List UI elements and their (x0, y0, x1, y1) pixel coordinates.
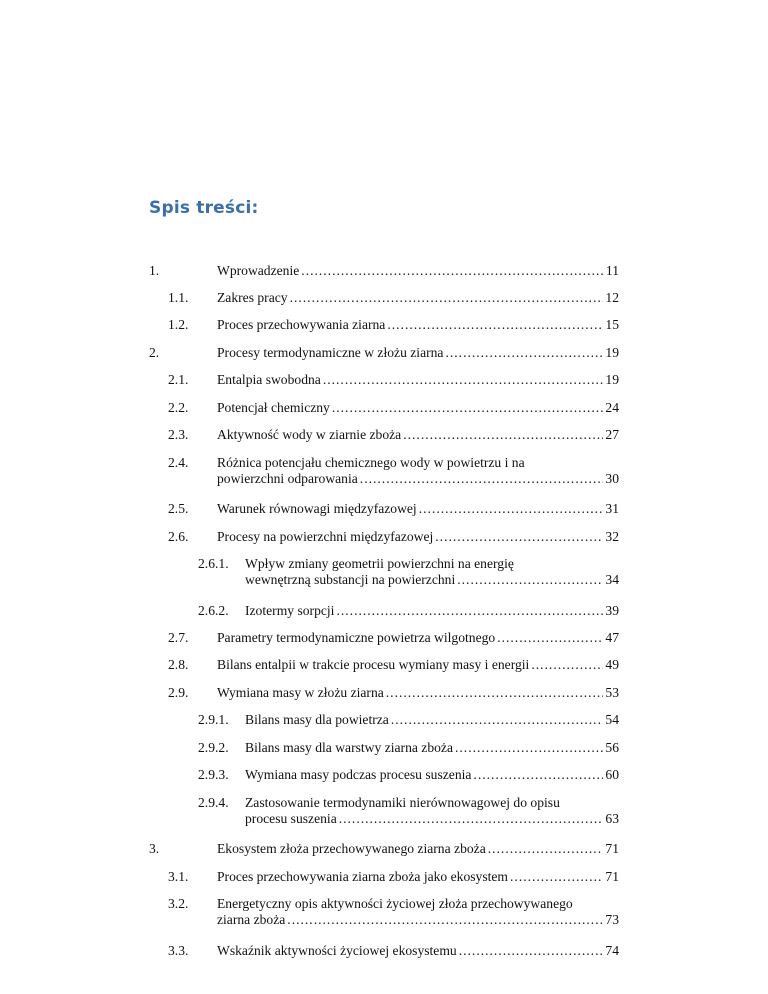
toc-entry-number: 2.9.4. (198, 795, 229, 810)
toc-entry-number: 2.9.2. (198, 740, 229, 755)
toc-entry-title: Proces przechowywania ziarna (217, 317, 386, 332)
toc-entry-title: Potencjał chemiczny (217, 400, 330, 415)
toc-entry-page: 11 (605, 263, 619, 278)
toc-entry-number: 2.4. (168, 455, 189, 470)
toc-dot-leader (459, 943, 604, 959)
toc-dot-leader (497, 630, 603, 646)
toc-entry-page: 31 (605, 501, 619, 516)
toc-entry-number: 2.8. (168, 657, 189, 672)
toc-dot-leader (301, 263, 604, 279)
toc-entry-number: 3.2. (168, 896, 189, 911)
toc-entry-page: 24 (605, 400, 619, 415)
toc-dot-leader (360, 471, 604, 487)
toc-dot-leader (403, 427, 603, 443)
toc-entry-title: powierzchni odparowania (217, 471, 358, 486)
toc-dot-leader (386, 685, 604, 701)
toc-dot-leader (323, 372, 604, 388)
toc-dot-leader (457, 572, 603, 588)
toc-entry-page: 53 (605, 685, 619, 700)
toc-entry-number: 2.6.1. (198, 556, 229, 571)
toc-entry-title: Aktywność wody w ziarnie zboża (217, 427, 402, 442)
toc-entry-title: Ekosystem złoża przechowywanego ziarna zboża (217, 841, 486, 856)
toc-entry-page: 30 (605, 471, 619, 486)
toc-entry-title: Zastosowanie termodynamiki nierównowagowej do opisu (245, 795, 560, 810)
toc-entry-number: 2.3. (168, 427, 189, 442)
toc-entry-title: Procesy na powierzchni międzyfazowej (217, 529, 434, 544)
toc-entry-number: 3.3. (168, 943, 189, 958)
toc-entry-title: Procesy termodynamiczne w złożu ziarna (217, 345, 444, 360)
toc-entry-number: 1.2. (168, 317, 189, 332)
toc-entry-title: procesu suszenia (245, 811, 337, 826)
toc-dot-leader (419, 501, 604, 517)
toc-entry-page: 19 (605, 345, 619, 360)
toc-entry-number: 2.9. (168, 685, 189, 700)
toc-entry-title: Bilans masy dla powietrza (245, 712, 389, 727)
toc-entry-title: Wpływ zmiany geometrii powierzchni na energię (245, 556, 514, 571)
toc-entry-number: 2.7. (168, 630, 189, 645)
toc-entry-number: 2.2. (168, 400, 189, 415)
toc-entry-page: 63 (605, 811, 619, 826)
toc-entry-title: Entalpia swobodna (217, 372, 321, 387)
toc-entry-page: 60 (605, 767, 619, 782)
toc-dot-leader (435, 529, 603, 545)
toc-entry-page: 71 (605, 869, 619, 884)
toc-entry-number: 1.1. (168, 290, 189, 305)
toc-dot-leader (336, 603, 603, 619)
toc-entry-number: 2.6.2. (198, 603, 229, 618)
toc-entry-page: 54 (605, 712, 619, 727)
toc-entry-page: 73 (605, 912, 619, 927)
toc-entry-page: 19 (605, 372, 619, 387)
toc-entry-title: ziarna zboża (217, 912, 286, 927)
toc-entry-title: Różnica potencjału chemicznego wody w powietrzu i na (217, 455, 525, 470)
toc-entry-title: Wskaźnik aktywności życiowej ekosystemu (217, 943, 457, 958)
toc-dot-leader (473, 767, 603, 783)
toc-dot-leader (387, 317, 603, 333)
toc-entry-title: Bilans masy dla warstwy ziarna zboża (245, 740, 453, 755)
toc-dot-leader (332, 400, 604, 416)
toc-title: Spis treści: (149, 198, 259, 218)
toc-dot-leader (339, 811, 604, 827)
toc-entry-title: Bilans entalpii w trakcie procesu wymiany masy i energii (217, 657, 530, 672)
toc-entry-title: Wprowadzenie (217, 263, 300, 278)
toc-entry-title: Parametry termodynamiczne powietrza wilgotnego (217, 630, 496, 645)
toc-entry-title: Proces przechowywania ziarna zboża jako ekosystem (217, 869, 509, 884)
toc-entry-page: 12 (605, 290, 619, 305)
toc-dot-leader (391, 712, 604, 728)
toc-entry-page: 71 (605, 841, 619, 856)
toc-entry-title: Wymiana masy w złożu ziarna (217, 685, 384, 700)
toc-entry-title: Warunek równowagi międzyfazowej (217, 501, 417, 516)
toc-entry-title: Energetyczny opis aktywności życiowej złoża przechowywanego (217, 896, 573, 911)
toc-entry-page: 47 (605, 630, 619, 645)
toc-entry-title: Izotermy sorpcji (245, 603, 335, 618)
toc-entry-number: 2.1. (168, 372, 189, 387)
toc-entry-number: 2.9.3. (198, 767, 229, 782)
toc-entry-number: 2.5. (168, 501, 189, 516)
toc-dot-leader (488, 841, 604, 857)
toc-entry-title: wewnętrzną substancji na powierzchni (245, 572, 456, 587)
toc-entry-number: 2.9.1. (198, 712, 229, 727)
toc-entry-number: 2. (149, 345, 160, 360)
toc-dot-leader (445, 345, 603, 361)
toc-dot-leader (290, 290, 604, 306)
toc-entry-page: 49 (605, 657, 619, 672)
toc-dot-leader (531, 657, 603, 673)
toc-entry-page: 15 (605, 317, 619, 332)
toc-entry-page: 39 (605, 603, 619, 618)
toc-entry-number: 1. (149, 263, 160, 278)
toc-entry-number: 2.6. (168, 529, 189, 544)
toc-entry-title: Zakres pracy (217, 290, 288, 305)
toc-entry-number: 3.1. (168, 869, 189, 884)
toc-entry-page: 32 (605, 529, 619, 544)
toc-entry-page: 74 (605, 943, 619, 958)
toc-entry-page: 27 (605, 427, 619, 442)
toc-entry-page: 34 (605, 572, 619, 587)
toc-dot-leader (455, 740, 603, 756)
toc-dot-leader (287, 912, 603, 928)
toc-entry-number: 3. (149, 841, 160, 856)
toc-dot-leader (510, 869, 603, 885)
toc-entry-title: Wymiana masy podczas procesu suszenia (245, 767, 472, 782)
toc-entry-page: 56 (605, 740, 619, 755)
